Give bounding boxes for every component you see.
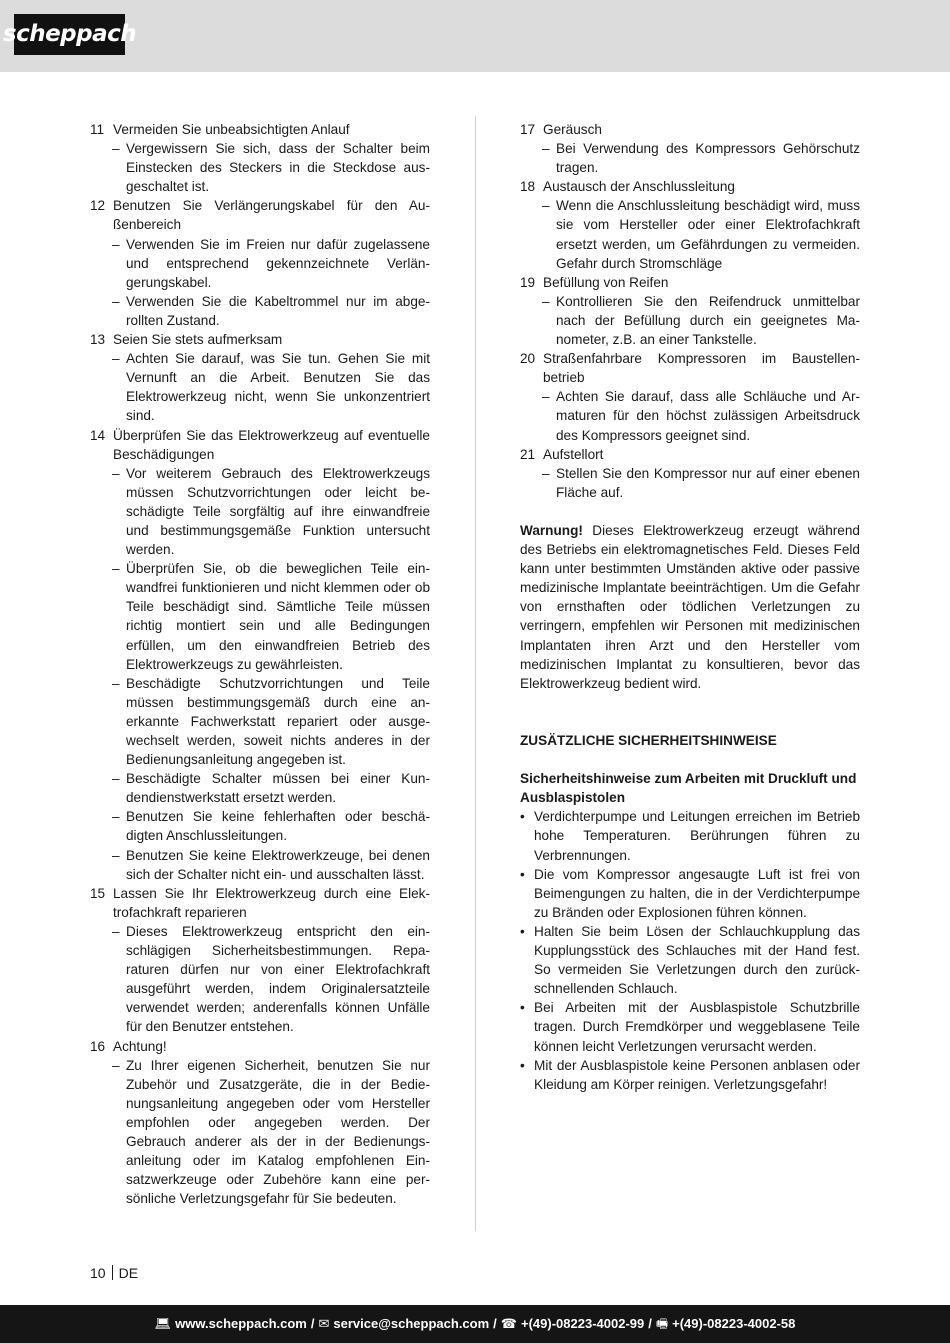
bullet-text: Die vom Kompressor angesaugte Luft ist frei von Beimengungen zu halten, die in der Verdichterpumpe zu Bränden oder Explosionen führen können. (534, 866, 860, 920)
dash-item (90, 139, 430, 196)
numbered-item (90, 1037, 430, 1056)
dash-item (90, 559, 430, 674)
dash-marker: – (112, 351, 120, 367)
dash-marker: – (112, 141, 120, 157)
footer-website[interactable]: www.scheppach.com (175, 1316, 307, 1332)
dash-text: Verwenden Sie im Freien nur dafür zugelassene und entsprechend gekennzeichnete Verlängerungskabel. (126, 236, 430, 290)
dash-text: Überprüfen Sie, ob die beweglichen Teile einwandfrei funktionieren und nicht klemmen oder ob Teile beschädigt sind. Sämtliche Teile müssen richtig montiert sein und alle Bedingungen erfüllen, um den einwandfreien Betrieb des Elektrowerkzeugs zu gewährleisten. (126, 561, 430, 672)
dash-marker: – (112, 561, 120, 577)
numbered-item (90, 120, 430, 139)
dash-item (90, 674, 430, 769)
dash-item (90, 235, 430, 292)
dash-text: Vor weiterem Gebrauch des Elektrowerkzeugs müssen Schutzvorrichtungen oder leicht beschädigte Teile sorgfältig auf ihre einwandfreie und bestimmungsgemäße Funktion untersucht werden. (126, 465, 430, 558)
item-number: 21 (520, 446, 536, 462)
subsection-title: Sicherheitshinweise zum Arbeiten mit Druckluft und Ausblaspistolen (520, 771, 857, 806)
dash-text: Beschädigte Schalter müssen bei einer Kundendienstwerkstatt ersetzt werden. (126, 771, 430, 806)
page-footer (0, 1305, 950, 1343)
bullet-item (520, 998, 860, 1055)
item-heading: Geräusch (543, 122, 602, 137)
numbered-item (90, 884, 430, 922)
warning-paragraph (520, 521, 860, 693)
dash-marker: – (112, 923, 120, 939)
item-heading: Achtung! (113, 1038, 167, 1054)
dash-text: Benutzen Sie keine fehlerhaften oder beschädigten Anschlussleitungen. (126, 809, 430, 844)
dash-text: Kontrollieren Sie den Reifendruck unmittelbar nach der Befüllung durch ein geeignetes Manometer, z.B. an einer Tankstelle. (556, 293, 860, 348)
bullet-text: Mit der Ausblaspistole keine Personen anblasen oder Kleidung am Körper reinigen. Verletzungsgefahr! (534, 1057, 860, 1092)
section-title: ZUSÄTZLICHE SICHERHEITSHINWEISE (520, 733, 777, 748)
bullet-item (520, 1056, 860, 1094)
laptop-icon: 💻︎ (154, 1316, 172, 1332)
envelope-icon: ✉︎ (318, 1316, 330, 1332)
item-heading: Austausch der Anschlussleitung (543, 179, 735, 195)
numbered-item (520, 445, 860, 464)
dash-marker: – (112, 1057, 120, 1073)
bullet-item (520, 865, 860, 922)
dash-item (520, 292, 860, 349)
warning-text: Dieses Elektrowerkzeug erzeugt während des Betriebs ein elektromagnetisches Feld. Dieses Feld kann unter bestimmten Umständen aktive oder passive medizinische Implantate beeinträchtigen. Um die Gefahr von ernsthaften oder tödlichen Verletzungen zu verringern, empfehlen wir Personen mit medizinischen Implantaten ihren Arzt und den Hersteller vom medizinischen Implantat zu konsultieren, bevor das Elektrowerkzeug bedient wird. (520, 522, 860, 691)
page-number (90, 1264, 138, 1283)
dash-marker: – (112, 465, 120, 481)
right-instruction-list (520, 120, 860, 502)
dash-item (520, 464, 860, 502)
dash-item (520, 196, 860, 272)
dash-marker: – (542, 198, 550, 214)
numbered-item (90, 196, 430, 234)
dash-item (90, 807, 430, 845)
item-heading: Vermeiden Sie unbeabsichtigten Anlauf (113, 122, 350, 137)
numbered-item (520, 120, 860, 139)
fax-icon: 🖷︎ (655, 1316, 669, 1332)
bullet-list (520, 807, 860, 1093)
item-number: 13 (90, 332, 106, 348)
dash-marker: – (112, 809, 120, 825)
dash-text: Dieses Elektrowerkzeug entspricht den einschlägigen Sicherheitsbestimmungen. Reparaturen dürfen nur von einer Elektrofachkraft ausgeführt werden, indem Originalersatzteile verwendet werden; anderenfalls können Unfälle für den Benutzer entstehen. (126, 923, 430, 1035)
dash-text: Stellen Sie den Kompressor nur auf einer ebenen Fläche auf. (556, 465, 860, 500)
dash-marker: – (542, 141, 550, 157)
bullet-item (520, 807, 860, 864)
dash-text: Benutzen Sie keine Elektrowerkzeuge, bei denen sich der Schalter nicht ein- und ausschalten lässt. (126, 847, 430, 882)
column-divider (475, 116, 476, 1231)
bullet-marker: • (520, 923, 525, 939)
dash-text: Verwenden Sie die Kabeltrommel nur im abgerollten Zustand. (126, 293, 430, 328)
dash-text: Beschädigte Schutzvorrichtungen und Teile müssen bestimmungsgemäß durch eine anerkannte Fachwerkstatt repariert oder ausgewechselt werden, soweit nichts anderes in der Bedienungsanleitung angegeben ist. (126, 675, 430, 768)
dash-item (520, 387, 860, 444)
bullet-marker: • (520, 809, 525, 825)
item-number: 16 (90, 1038, 106, 1054)
dash-marker: – (542, 465, 550, 481)
bullet-marker: • (520, 1057, 525, 1073)
numbered-item (90, 426, 430, 464)
item-heading: Benutzen Sie Verlängerungskabel für den Außenbereich (113, 198, 430, 233)
footer-separator: / (648, 1316, 652, 1332)
page-header (0, 0, 950, 72)
dash-marker: – (112, 236, 120, 252)
item-heading: Straßenfahrbare Kompressoren im Baustellenbetrieb (543, 351, 860, 386)
page-number-value: 10 (90, 1265, 106, 1281)
dash-marker: – (542, 389, 550, 405)
dash-text: Zu Ihrer eigenen Sicherheit, benutzen Sie nur Zubehör und Zusatzgeräte, die in der Bedienungsanleitung angegeben oder vom Hersteller empfohlen oder angegeben werden. Der Gebrauch anderer als der in der Bedienungsanleitung oder im Katalog empfohlenen Einsatzwerkzeuge oder Zubehöre kann eine persönliche Verletzungsgefahr für Sie bedeuten. (126, 1057, 430, 1207)
phone-icon: ☎︎ (500, 1316, 517, 1332)
dash-item (90, 292, 430, 330)
dash-marker: – (112, 771, 120, 787)
numbered-item (520, 273, 860, 292)
item-number: 17 (520, 122, 536, 137)
dash-item (90, 846, 430, 884)
footer-separator: / (310, 1316, 315, 1332)
item-number: 14 (90, 427, 106, 443)
dash-text: Achten Sie darauf, was Sie tun. Gehen Sie mit Vernunft an die Arbeit. Benutzen Sie das Elektrowerkzeug nicht, wenn Sie unkonzentriert sind. (126, 351, 430, 424)
item-heading: Lassen Sie Ihr Elektrowerkzeug durch eine Elektrofachkraft reparieren (113, 885, 430, 920)
numbered-item (90, 330, 430, 349)
dash-text: Bei Verwendung des Kompressors Gehörschutz tragen. (556, 141, 860, 176)
scheppach-logo: scheppach (14, 14, 125, 55)
item-heading: Überprüfen Sie das Elektrowerkzeug auf eventuelle Beschädigungen (113, 427, 430, 462)
item-number: 12 (90, 198, 106, 214)
bullet-marker: • (520, 866, 525, 882)
dash-marker: – (112, 293, 120, 309)
dash-marker: – (112, 675, 120, 691)
item-number: 20 (520, 351, 536, 367)
bullet-marker: • (520, 1000, 525, 1016)
footer-fax: +(49)-08223-4002-58 (672, 1316, 796, 1332)
footer-separator: / (493, 1316, 497, 1332)
footer-email[interactable]: service@scheppach.com (333, 1316, 490, 1332)
dash-item (90, 349, 430, 425)
warning-label: Warnung! (520, 522, 583, 538)
dash-item (90, 1056, 430, 1209)
bullet-text: Halten Sie beim Lösen der Schlauchkupplung das Kupplungsstück des Schlauches mit der Hand fest. So vermeiden Sie Verletzungen durch den zurückschnellenden Schlauch. (534, 923, 860, 997)
item-number: 19 (520, 274, 536, 290)
left-column (90, 120, 430, 1208)
dash-item (90, 922, 430, 1037)
bullet-text: Verdichterpumpe und Leitungen erreichen im Betrieb hohe Temperaturen. Berührungen führen zu Verbrennungen. (534, 809, 860, 863)
dash-item (90, 769, 430, 807)
dash-text: Vergewissern Sie sich, dass der Schalter beim Einstecken des Steckers in die Steckdose ausgeschaltet ist. (126, 141, 430, 195)
bullet-text: Bei Arbeiten mit der Ausblaspistole Schutzbrille tragen. Durch Fremdkörper und weggeblasene Teile können leicht Verletzungen verursacht werden. (534, 1000, 860, 1054)
page-number-separator (112, 1265, 113, 1280)
item-number: 11 (90, 122, 105, 137)
dash-text: Wenn die Anschlussleitung beschädigt wird, muss sie vom Hersteller oder einer Elektrofachkraft ersetzt werden, um Gefährdungen zu vermeiden. Gefahr durch Stromschläge (556, 198, 860, 271)
item-heading: Befüllung von Reifen (543, 274, 669, 290)
item-number: 18 (520, 179, 536, 195)
item-number: 15 (90, 885, 106, 901)
dash-marker: – (542, 293, 550, 309)
item-heading: Seien Sie stets aufmerksam (113, 332, 283, 348)
dash-item (520, 139, 860, 177)
dash-marker: – (112, 847, 120, 863)
numbered-item (520, 177, 860, 196)
bullet-item (520, 922, 860, 998)
item-heading: Aufstellort (543, 446, 604, 462)
right-column (520, 120, 860, 1094)
footer-phone[interactable]: +(49)-08223-4002-99 (521, 1316, 645, 1332)
page-language: DE (118, 1265, 139, 1281)
numbered-item (520, 349, 860, 387)
dash-item (90, 464, 430, 559)
dash-text: Achten Sie darauf, dass alle Schläuche und Armaturen für den höchst zulässigen Arbeitsdruck des Kompressors geeignet sind. (556, 389, 860, 443)
